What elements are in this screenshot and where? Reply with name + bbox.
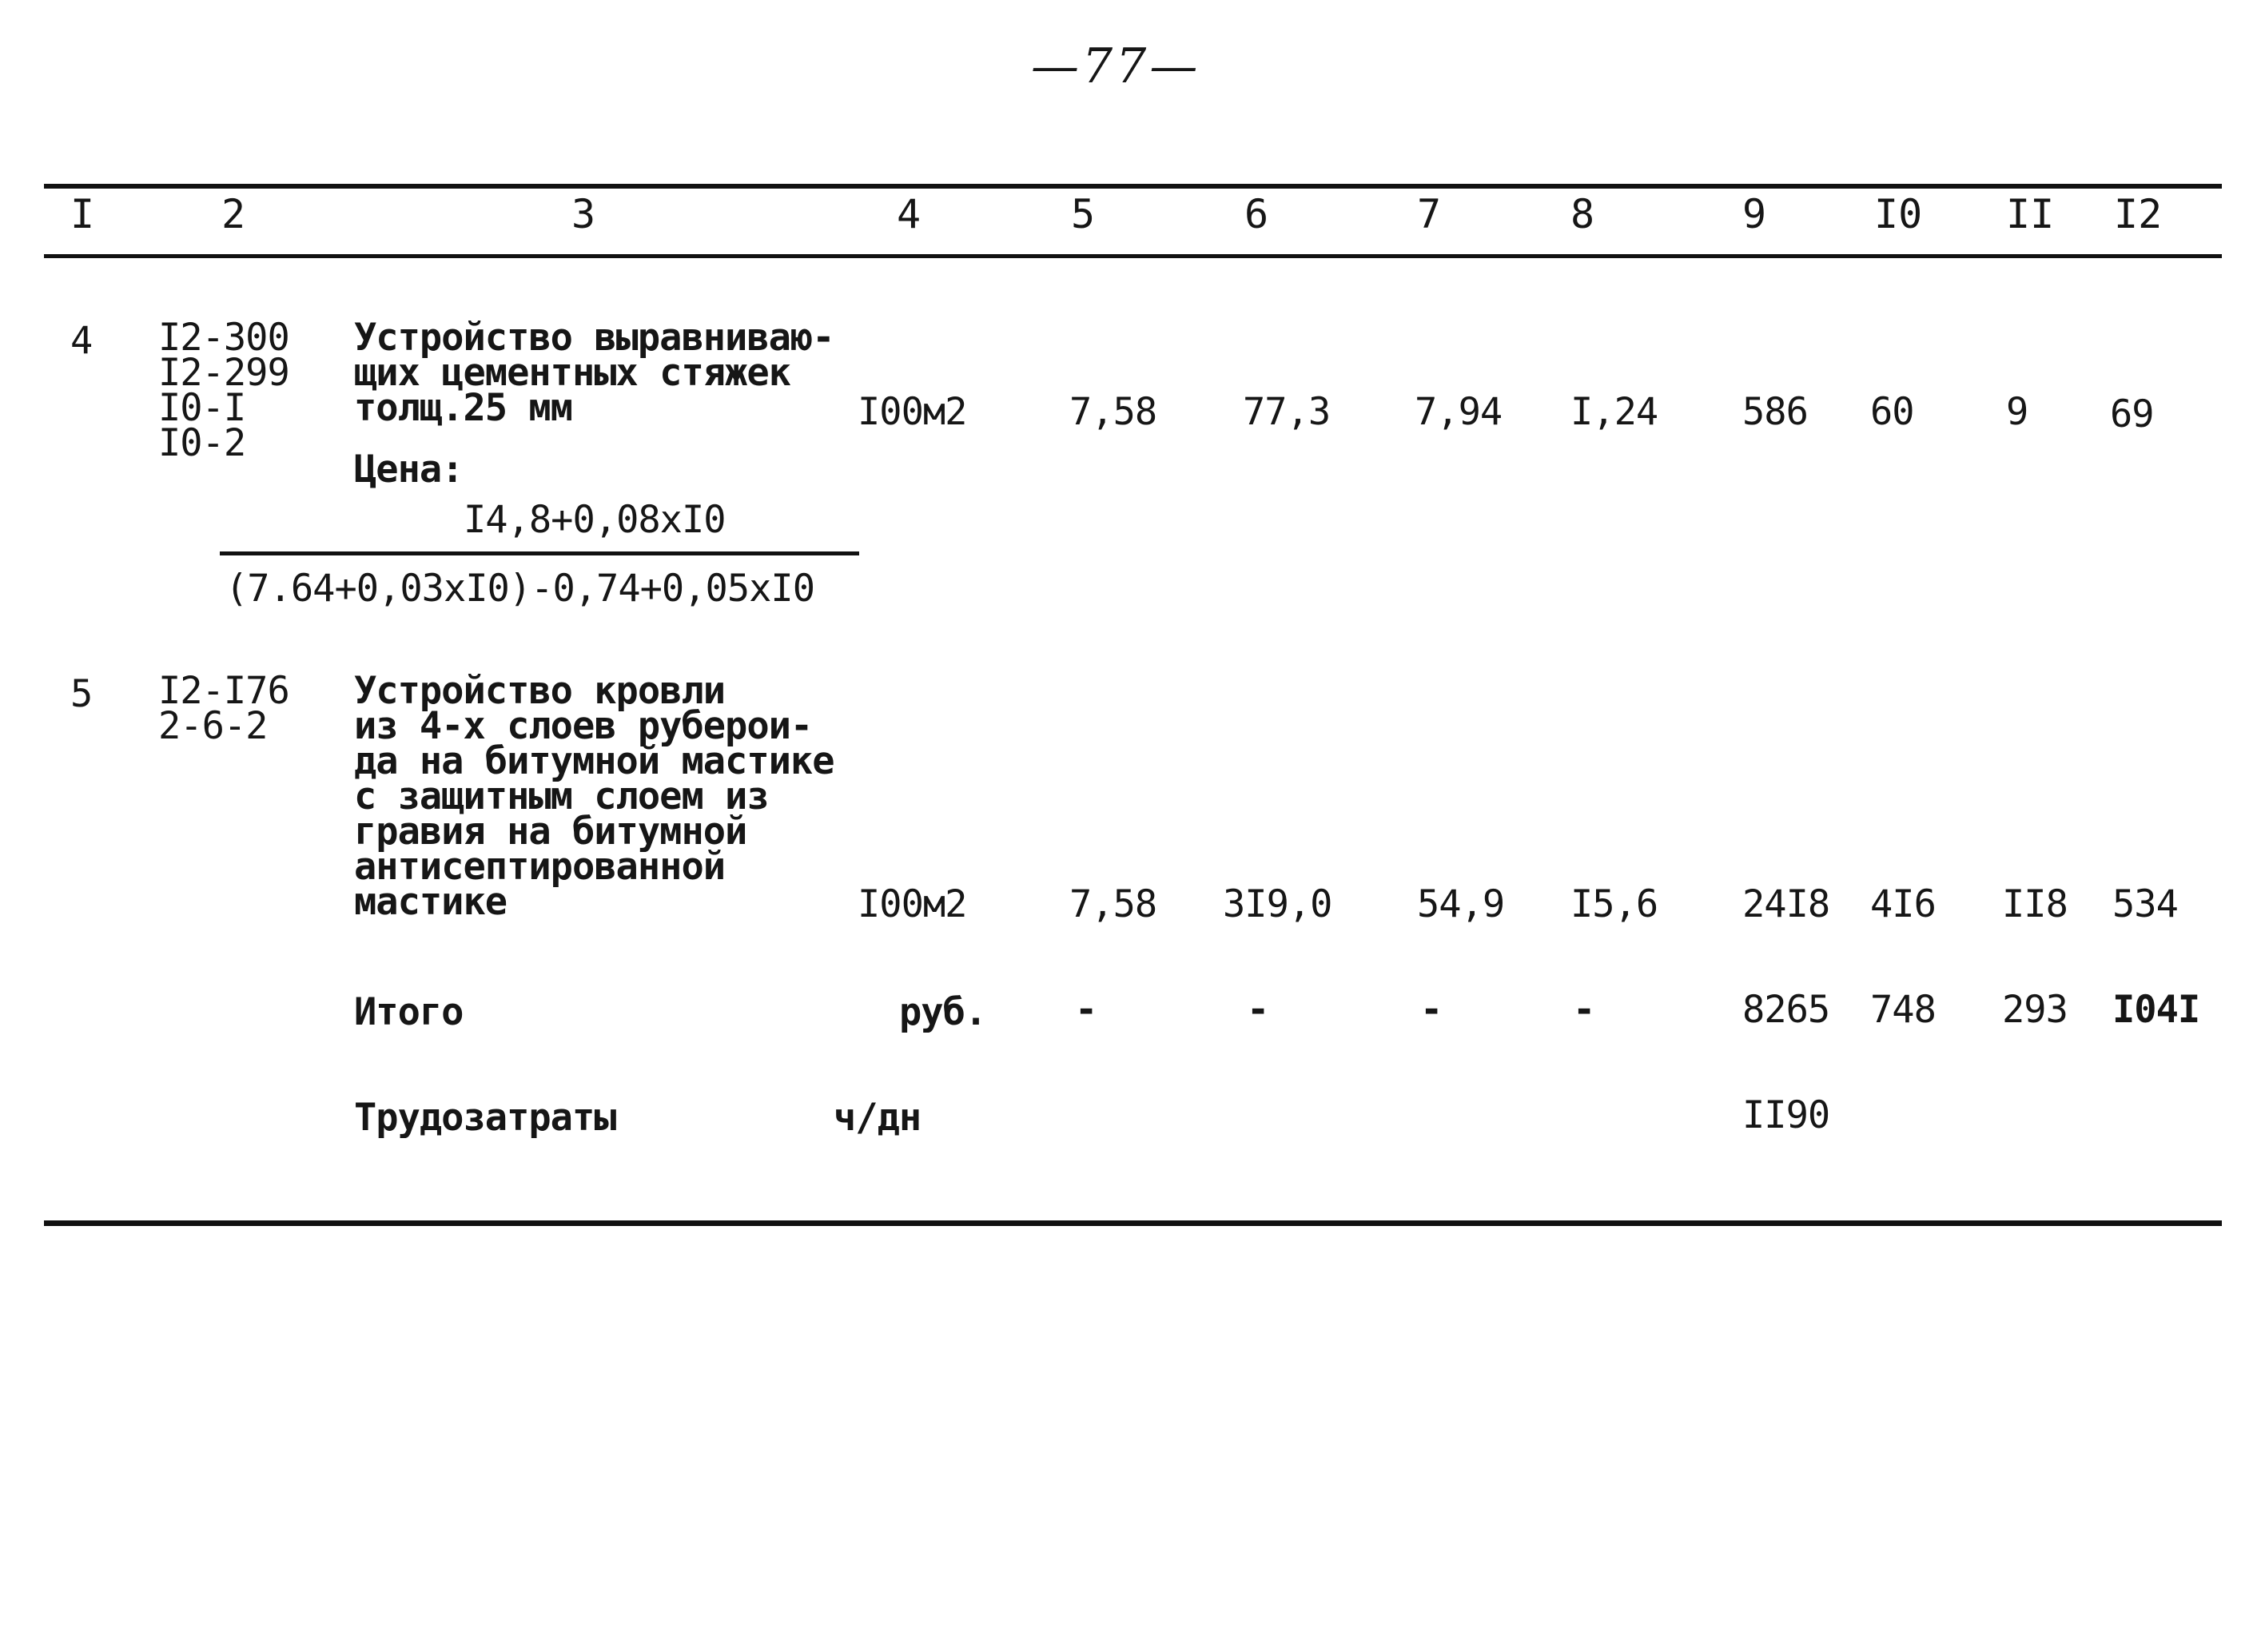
total-col-5: - [1075,988,1097,1032]
header-col-7: 7 [1417,191,1442,237]
table-top-rule [44,184,2222,189]
cell-col-7: 7,94 [1415,390,1503,434]
total-unit: руб. [899,990,987,1034]
total-col-8: - [1573,988,1595,1032]
price-formula-numerator: I4,8+0,08хI0 [464,498,726,542]
header-col-8: 8 [1570,191,1595,237]
row-number: 4 [70,319,93,363]
cell-col-9: 24I8 [1742,882,1830,926]
cell-col-10: 4I6 [1870,882,1936,926]
cell-col-6: 77,3 [1243,390,1331,434]
header-col-1: I [70,191,95,237]
labor-unit: ч/дн [834,1096,922,1140]
cell-col-8: I,24 [1570,390,1658,434]
row-description: Устройство кровли из 4-х слоев руберои- да на битумной мастике с защитным слоем из гравия на битумной антисептированной мастике [354,669,834,924]
row-codes: I2-300 I2-299 I0-I I0-2 [158,316,289,465]
header-bottom-rule [44,254,2222,258]
cell-col-5: 7,58 [1069,390,1157,434]
page-number: —77— [1031,38,1201,94]
cell-col-10: 60 [1870,390,1914,434]
unit-cell: I00м2 [858,882,967,926]
price-formula-denominator: (7.64+0,03хI0)-0,74+0,05хI0 [225,567,815,611]
row-description: Устройство выравниваю- щих цементных стяжек толщ.25 мм [354,316,834,430]
labor-col-9: II90 [1742,1093,1830,1137]
cell-col-9: 586 [1742,390,1808,434]
header-col-10: I0 [1874,191,1923,237]
cell-col-11: II8 [2002,882,2068,926]
header-col-9: 9 [1742,191,1767,237]
cell-col-11: 9 [2006,390,2028,434]
header-col-4: 4 [897,191,922,237]
cell-col-6: 3I9,0 [1223,882,1332,926]
header-col-6: 6 [1244,191,1269,237]
cell-col-12: 69 [2110,392,2154,436]
cell-col-12: 534 [2112,882,2178,926]
header-col-11: II [2006,191,2055,237]
total-col-11: 293 [2002,988,2068,1032]
total-label: Итого [354,990,464,1034]
row-number: 5 [70,672,93,716]
fraction-line [220,551,859,555]
price-label: Цена: [354,448,464,492]
labor-label: Трудозатраты [354,1096,616,1140]
total-col-6: - [1247,988,1269,1032]
cell-col-8: I5,6 [1570,882,1658,926]
table-bottom-rule [44,1220,2222,1226]
unit-cell: I00м2 [858,390,967,434]
header-col-2: 2 [221,191,246,237]
total-col-12: I04I [2112,988,2200,1032]
header-col-3: 3 [571,191,596,237]
row-codes: I2-I76 2-6-2 [158,669,289,748]
total-col-7: - [1420,988,1443,1032]
total-col-9: 8265 [1742,988,1830,1032]
header-col-5: 5 [1071,191,1096,237]
cell-col-5: 7,58 [1069,882,1157,926]
header-col-12: I2 [2114,191,2163,237]
cell-col-7: 54,9 [1417,882,1505,926]
total-col-10: 748 [1870,988,1936,1032]
